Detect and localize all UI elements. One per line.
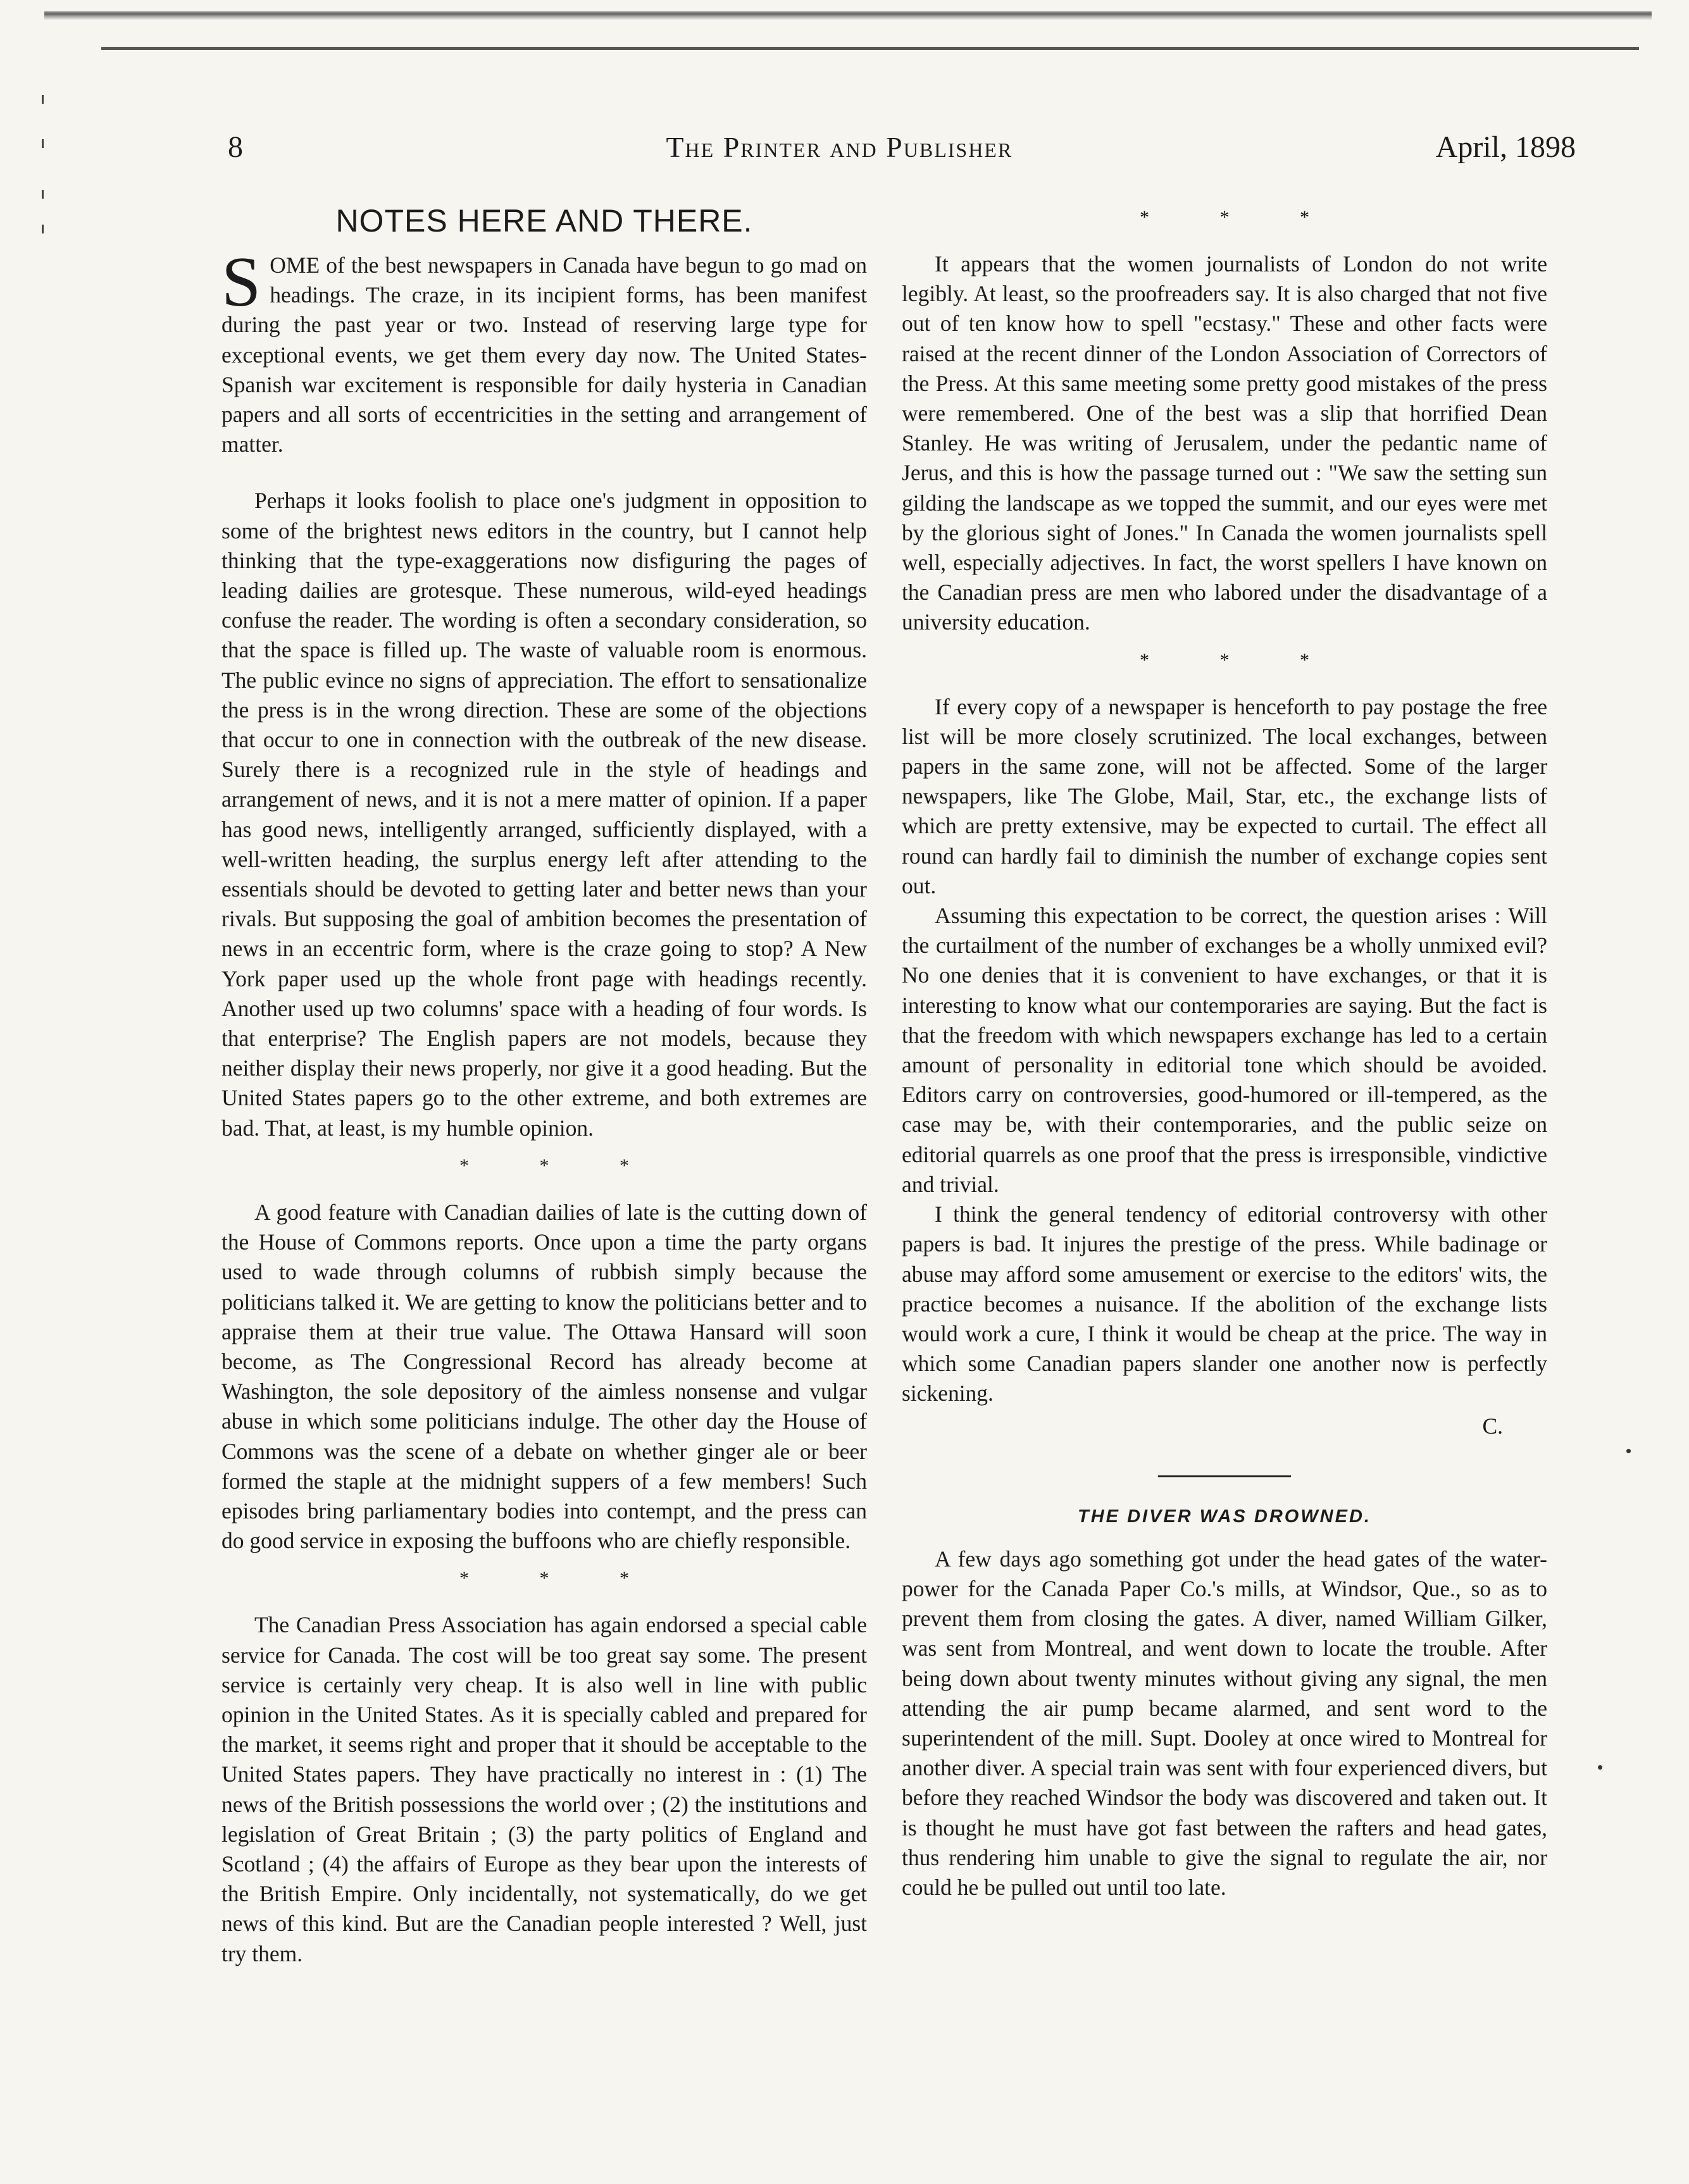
paragraph-women-journalists: It appears that the women journalists of London do not write legibly. At least, so the proofreaders say. It is also charged that not five out of ten know how to spell "ecstasy." These and other facts were raised at the recent dinner of the London Association of Correctors of the Press. At this same meeting some pretty good mistakes of the press were remembered. One of the best was a slip that horrified Dean Stanley. He was writing of Jerusalem, under the pedantic name of Jerus, and this is how the passage turned out : "We saw the setting sun gilding the landscape as we topped the summit, and our eyes were met by the glorious sight of Jones." In Canada the women journalists spell well, especially adjectives. In fact, the worst spellers I have known on the Canadian press are men who labored under the disadvantage of a university education. [902, 251, 1547, 635]
section-separator: * * * [459, 1155, 662, 1176]
paragraph-cable-service: The Canadian Press Association has again endorsed a special cable service for Canada. The cost will be too great say some. The present service is certainly very cheap. It is also well in line with public opinion in the United States. As it is specially cabled and prepared for the market, it seems right and proper that it should be acceptable to the United States papers. They have practically no interest in : (1) The news of the British possessions the world over ; (2) the institutions and legislation of Great Britain ; (3) the party politics of England and Scotland ; (4) the affairs of Europe as they bear upon the interests of the British Empire. Only incidentally, not systematically, do we get news of this kind. But are the Canadian people interested ? Well, just try them. [221, 1612, 867, 1966]
paragraph-commons-reports: A good feature with Canadian dailies of late is the cutting down of the House of Commons reports. Once upon a time the party organs used to wade through columns of rubbish simply because the politicians talked it. We are getting to know the politicians better and to appraise them at their true value. The Ottawa Hansard will soon become, as The Congressional Record has already become at Washington, the sole depository of the aimless nonsense and vulgar abuse in which some politicians indulge. The other day the House of Commons was the scene of a debate on whether ginger ale or beer formed the staple at the midnight suppers of a few members! Such episodes bring parliamentary bodies into contempt, and the press can do good service in exposing the buffoons who are chiefly responsible. [221, 1199, 867, 1554]
section-separator: * * * [1140, 649, 1342, 671]
left-column [221, 202, 867, 1969]
section-separator: * * * [459, 1568, 662, 1589]
top-border-rule [44, 11, 1652, 20]
section-separator: * * * [1140, 207, 1342, 228]
lead-text: OME of the best newspapers in Canada have begun to go mad on headings. The craze, in its incipient forms, has been manifest during the past year or two. Instead of reserving large type for exceptional events, we get them every day now. The United States-Spanish war excitement is responsible for daily hysteria in Canadian papers and all sorts of eccentricities in the setting and arrangement of matter. [221, 252, 867, 457]
paragraph-editorial-controversy: I think the general tendency of editorial controversy with other papers is bad. It injures the prestige of the press. While badinage or abuse may afford some amusement or exercise to the editors' wits, the practice becomes a nuisance. If the abolition of the exchange lists would work a cure, I think it would be cheap at the price. The way in which some Canadian papers slander one another now is perfectly sickening. [902, 1201, 1547, 1406]
diver-headline: THE DIVER WAS DROWNED. [1078, 1506, 1371, 1527]
author-signature: C. [1482, 1413, 1503, 1439]
margin-dot [1626, 1449, 1631, 1453]
page-header [228, 130, 1576, 174]
diver-article-body: A few days ago something got under the head gates of the water-power for the Canada Paper Co.'s mills, at Windsor, Que., so as to prevent them from closing the gates. A diver, named William Gilker, was sent from Montreal, and went down to locate the trouble. After being down about twenty minutes without giving any signal, the men attending the air pump became alarmed, and sent word to the superintendent of the mill. Supt. Dooley at once wired to Montreal for another diver. A special train was sent with four experienced divers, but before they reached Windsor the body was discovered and taken out. It is thought he must have got fast between the rafters and head gates, thus rendering him unable to give the signal to regulate the air, nor could he be pulled out until too late. [902, 1546, 1547, 1900]
drop-cap: S [221, 243, 261, 321]
right-column [902, 209, 1547, 1902]
publication-title: The Printer and Publisher [666, 131, 1013, 163]
margin-marks [38, 95, 51, 234]
margin-dot [1598, 1765, 1602, 1770]
paragraph-postage-exchanges: If every copy of a newspaper is henceforth to pay postage the free list will be more closely scrutinized. The local exchanges, between papers in the same zone, will not be affected. Some of the larger newspapers, like The Globe, Mail, Star, etc., the exchange lists of which are pretty extensive, may be expected to curtail. The effect all round can hardly fail to diminish the number of exchange copies sent out. [902, 693, 1547, 898]
paragraph-curtailment: Assuming this expectation to be correct, the question arises : Will the curtailment of the number of exchanges be a wholly unmixed evil? No one denies that it is convenient to have exchanges, or that it is interesting to know what our contemporaries are saying. But the fact is that the freedom with which newspapers exchange has led to a certain amount of personality in editorial tone which should be avoided. Editors carry on controversies, good-humored or ill-tempered, as the case may be, with their contemporaries, and the public seize on editorial quarrels as one proof that the press is irresponsible, vindictive and trivial. [902, 903, 1547, 1197]
top-double-rule [101, 47, 1639, 50]
lead-paragraph [221, 243, 867, 459]
page-number: 8 [228, 130, 243, 164]
article-headline: NOTES HERE AND THERE. [335, 203, 753, 239]
article-divider [1158, 1475, 1291, 1477]
paragraph-headings-opinion: Perhaps it looks foolish to place one's judgment in opposition to some of the brightest news editors in the country, but I cannot help thinking that the type-exaggerations now disfiguring the pages of leading dailies are grotesque. These numerous, wild-eyed headings confuse the reader. The wording is often a secondary consideration, so that the space is filled up. The waste of valuable room is enormous. The public evince no signs of appreciation. The effort to sensationalize the press is in the wrong direction. These are some of the objections that occur to one in connection with the outbreak of the new disease. Surely there is a recognized rule in the style of headings and arrangement of news, and it is not a mere matter of opinion. If a paper has good news, intelligently arranged, sufficiently displayed, with a well-written heading, the surplus energy left after attending to the essentials should be devoted to getting later and better news than your rivals. But supposing the goal of ambition becomes the presentation of news in an eccentric form, where is the craze going to stop? A New York paper used up the whole front page with headings recently. Another used up two columns' space with a heading of four words. Is that enterprise? The English papers are not models, because they neither display their news properly, nor give it a good heading. But the United States papers go to the other extreme, and both extremes are bad. That, at least, is my humble opinion. [221, 488, 867, 1141]
issue-date: April, 1898 [1435, 130, 1576, 164]
